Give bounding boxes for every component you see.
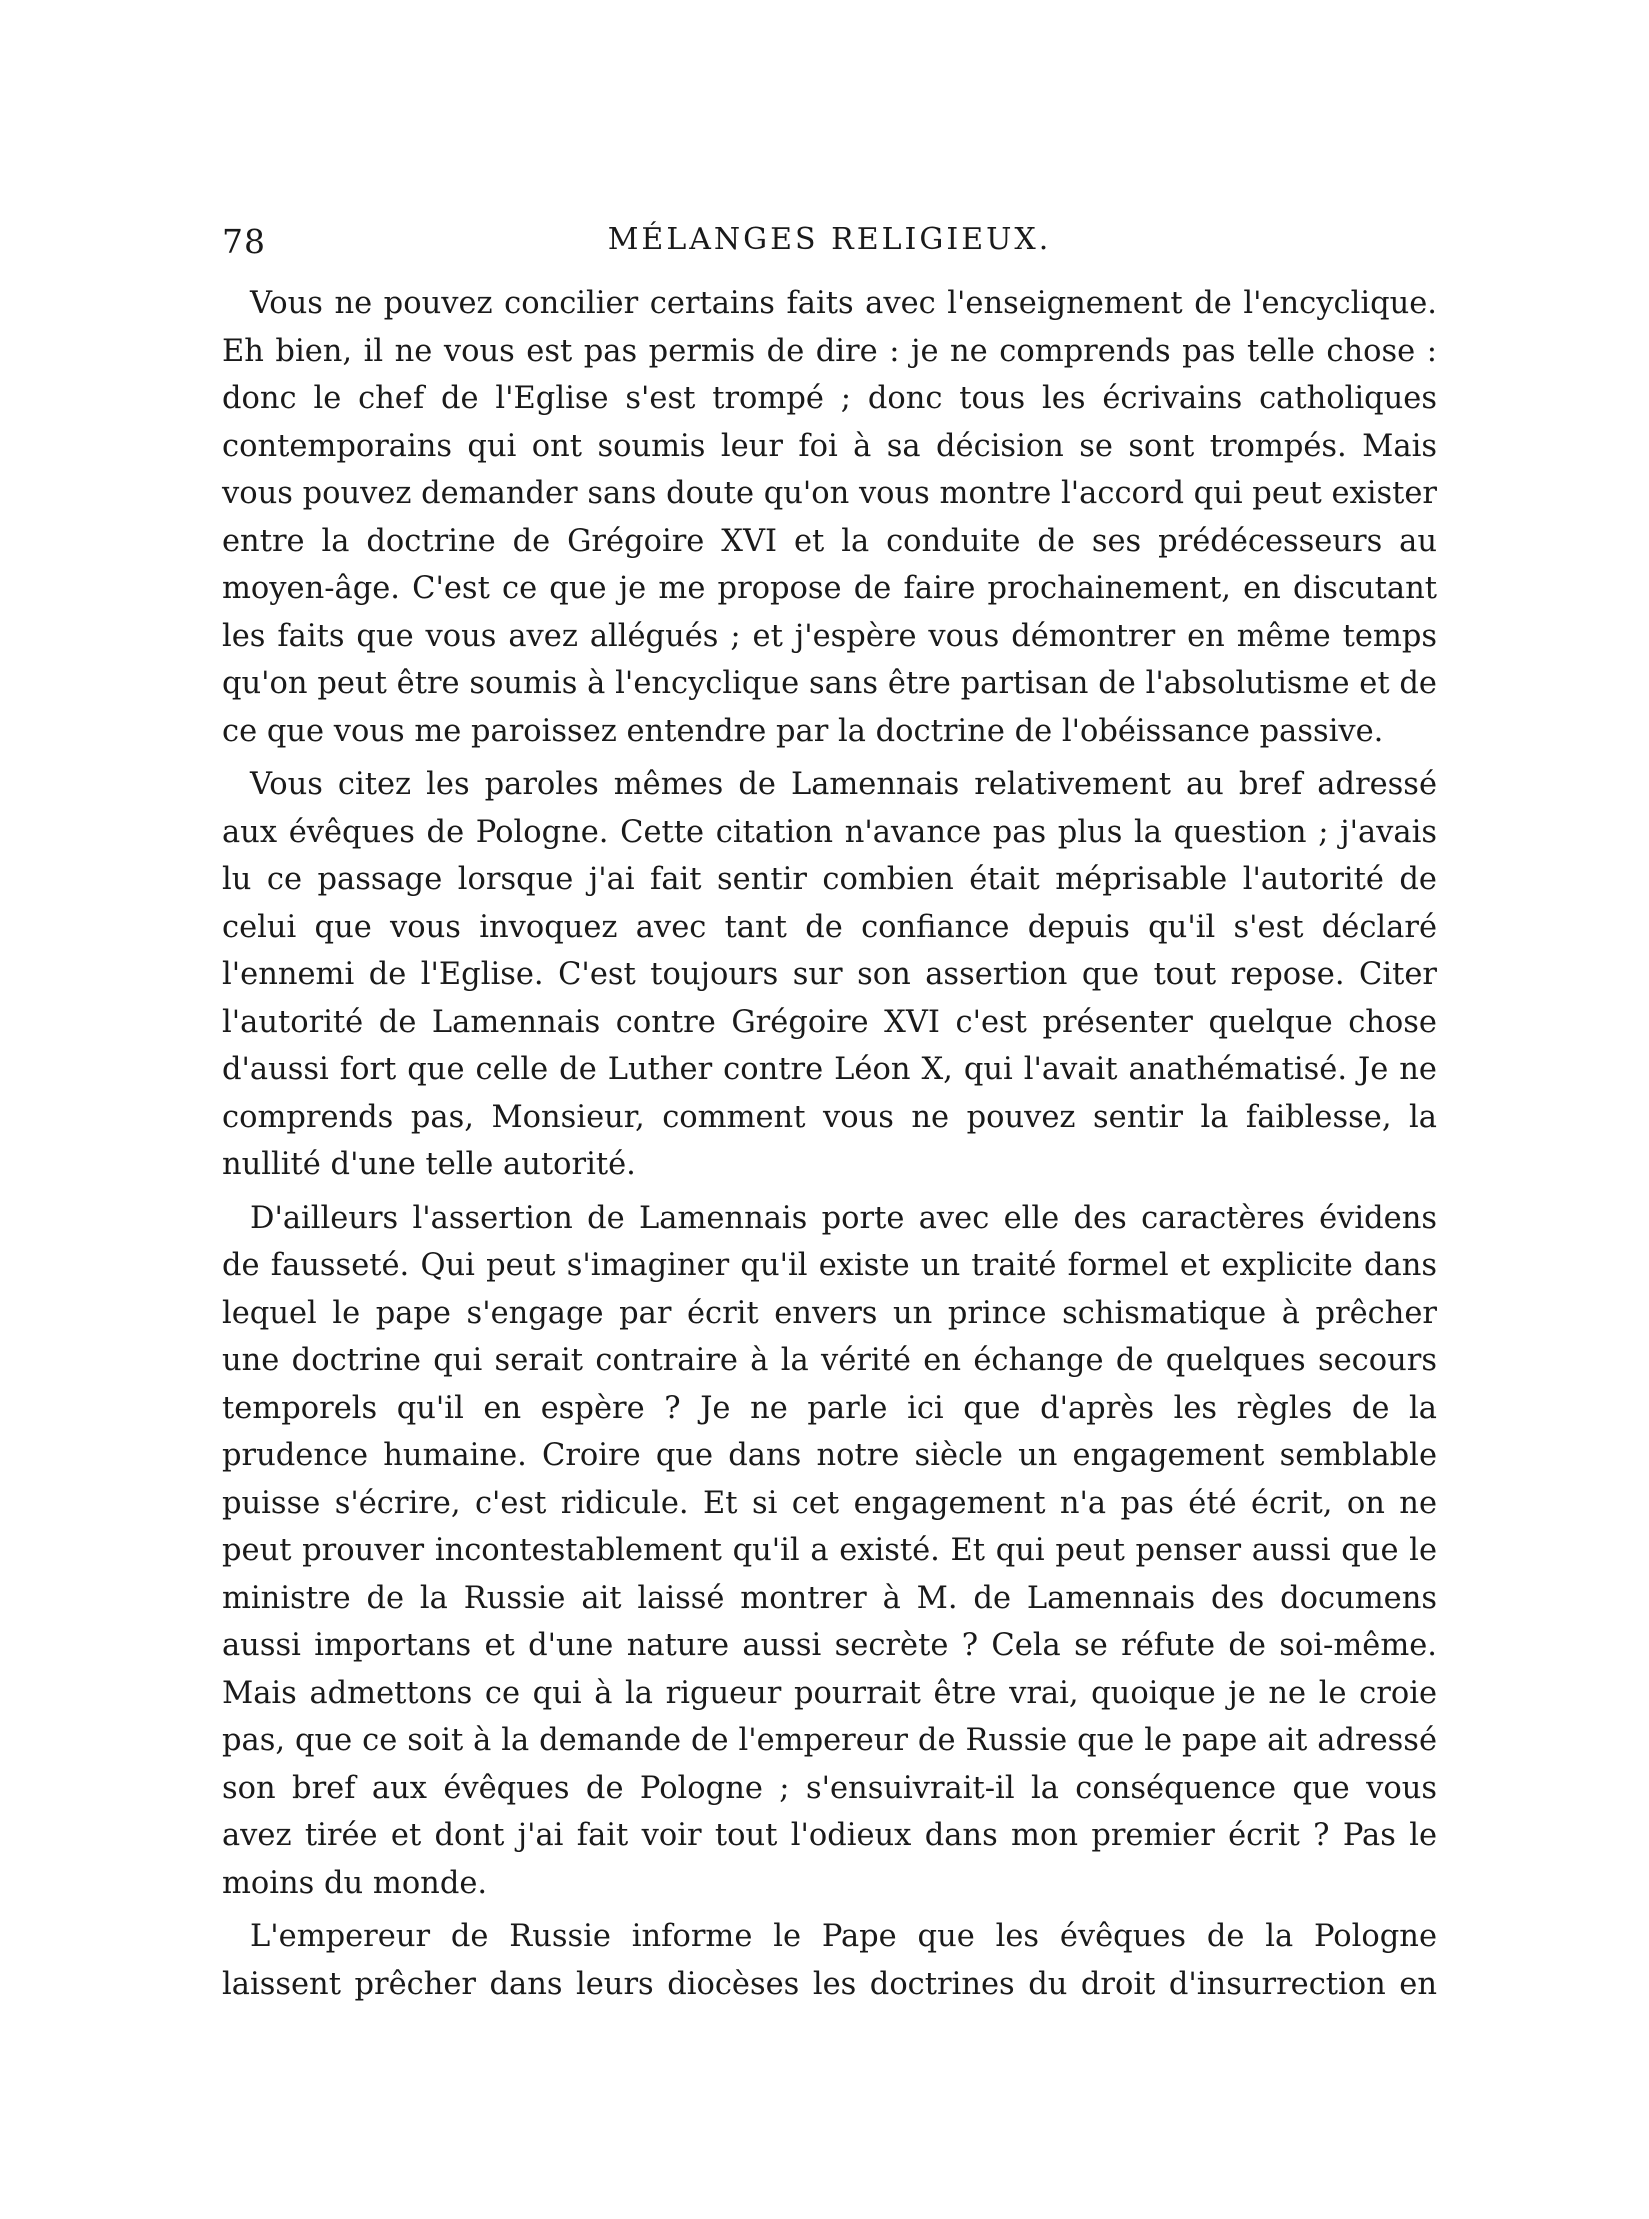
paragraph-1: Vous ne pouvez concilier certains faits avec l'enseignement de l'encyclique. Eh bien, il ne vous est pas permis de dire : je ne comprends pas telle chose : donc le chef de l'Eglise s'est trompé ; donc tous les écrivains catholiques contemporains qui ont soumis leur foi à sa décision se sont trompés. Mais vous pouvez demander sans doute qu'on vous montre l'accord qui peut exister entre la doctrine de Grégoire XVI et la conduite de ses prédécesseurs au moyen-âge. C'est ce que je me propose de faire prochainement, en discutant les faits que vous avez allégués ; et j'espère vous démontrer en même temps qu'on peut être soumis à l'encyclique sans être partisan de l'absolutisme et de ce que vous me paroissez entendre par la doctrine de l'obéissance passive. xyxy=(222,286,1438,749)
paragraph-2: Vous citez les paroles mêmes de Lamennais relativement au bref adressé aux évêques de Pologne. Cette citation n'avance pas plus la question ; j'avais lu ce passage lorsque j'ai fait sentir combien était méprisable l'autorité de celui que vous invoquez avec tant de confiance depuis qu'il s'est déclaré l'ennemi de l'Eglise. C'est toujours sur son assertion que tout repose. Citer l'autorité de Lamennais contre Grégoire XVI c'est présenter quelque chose d'aussi fort que celle de Luther contre Léon X, qui l'avait anathématisé. Je ne comprends pas, Monsieur, comment vous ne pouvez sentir la faiblesse, la nullité d'une telle autorité. xyxy=(222,767,1437,1182)
body-text xyxy=(222,280,1437,2014)
running-head xyxy=(222,222,1437,272)
paragraph-4: L'empereur de Russie informe le Pape que les évêques de la Pologne laissent prêcher dans leurs diocèses les doctrines du droit d'insurrection en xyxy=(222,1919,1437,2002)
running-title: MÉLANGES RELIGIEUX. xyxy=(607,222,1052,257)
paragraph-3: D'ailleurs l'assertion de Lamennais porte avec elle des caractères évidens de fausseté. Qui peut s'imaginer qu'il existe un traité formel et explicite dans lequel le pape s'engage par écrit envers un prince schismatique à prêcher une doctrine qui serait contraire à la vérité en échange de quelques secours temporels qu'il en espère ? Je ne parle ici que d'après les règles de la prudence humaine. Croire que dans notre siècle un engagement semblable puisse s'écrire, c'est ridicule. Et si cet engagement n'a pas été écrit, on ne peut prouver incontestablement qu'il a existé. Et qui peut penser aussi que le ministre de la Russie ait laissé montrer à M. de Lamennais des documens aussi importans et d'une nature aussi secrète ? Cela se réfute de soi-même. Mais admettons ce qui à la rigueur pourrait être vrai, quoique je ne le croie pas, que ce soit à la demande de l'empereur de Russie que le pape ait adressé son bref aux évêques de Pologne ; s'ensuivrait-il la conséquence que vous avez tirée et dont j'ai fait voir tout l'odieux dans mon premier écrit ? Pas le moins du monde. xyxy=(222,1200,1437,1901)
page-number: 78 xyxy=(222,222,266,261)
